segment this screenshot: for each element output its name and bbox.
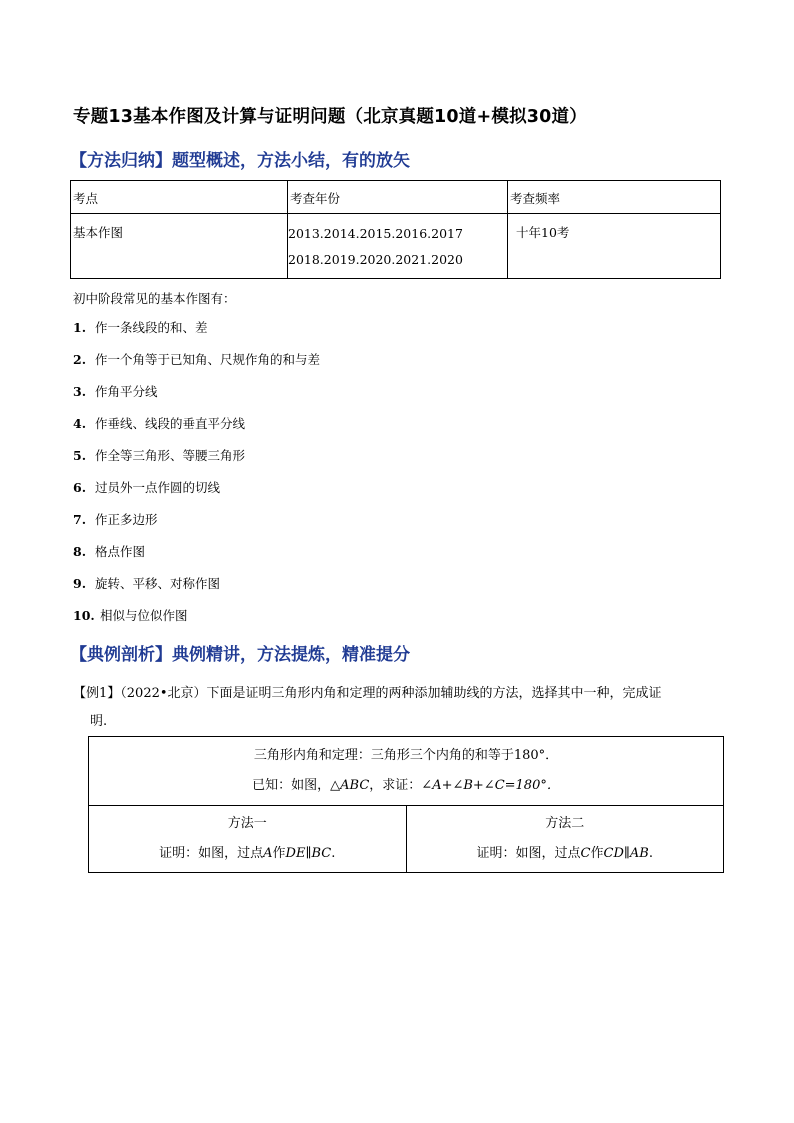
example-heading-text: 典例精讲，方法提炼，精准提分	[172, 645, 410, 665]
list-item: 1. 作一条线段的和、差	[73, 320, 208, 335]
table-header-topic: 考点	[71, 181, 288, 214]
method-two-cell	[406, 806, 724, 873]
method-one-proof: 证明：如图，过点A作DE∥BC.	[159, 846, 336, 861]
example-source: （2022•北京）	[120, 686, 207, 701]
method-one-cell	[89, 806, 407, 873]
page-title: 专题13基本作图及计算与证明问题（北京真题10道+模拟30道）	[73, 107, 587, 127]
table-header-row	[71, 181, 721, 214]
method-heading-text: 题型概述，方法小结，有的放矢	[172, 151, 410, 171]
table-cell-frequency: 十年10考	[508, 214, 721, 279]
proof-theorem-row	[89, 737, 724, 806]
table-header-frequency: 考查频率	[508, 181, 721, 214]
method-two-title: 方法二	[545, 816, 585, 831]
example-label: 【例1】	[73, 686, 121, 701]
construction-list	[73, 316, 320, 636]
years-line-2: 2018.2019.2020.2021.2020	[288, 252, 463, 267]
list-item: 9. 旋转、平移、对称作图	[73, 576, 221, 591]
given-statement: 已知：如图，△ABC，求证：∠A+∠B+∠C=180°．	[252, 778, 560, 793]
method-heading	[70, 146, 750, 171]
table-header-years: 考查年份	[288, 181, 508, 214]
example-heading	[70, 640, 750, 665]
table-cell-topic: 基本作图	[71, 214, 288, 279]
proof-methods-row	[89, 806, 724, 873]
example-heading-bracket: 【典例剖析】	[70, 645, 172, 665]
example-text-line-2: 明.	[90, 714, 108, 729]
list-item: 7. 作正多边形	[73, 512, 158, 527]
proof-theorem-cell	[89, 737, 724, 806]
proof-table	[88, 736, 724, 873]
method-one-title: 方法一	[227, 816, 267, 831]
exam-frequency-table	[70, 180, 721, 279]
list-item: 3. 作角平分线	[73, 384, 158, 399]
example-problem	[73, 680, 733, 736]
list-item: 6. 过员外一点作圆的切线	[73, 480, 221, 495]
list-item: 2. 作一个角等于已知角、尺规作角的和与差	[73, 352, 321, 367]
list-item: 10. 相似与位似作图	[73, 608, 188, 623]
method-two-proof: 证明：如图，过点C作CD∥AB.	[476, 846, 653, 861]
example-text-line-1: 下面是证明三角形内角和定理的两种添加辅助线的方法，选择其中一种，完成证	[206, 686, 662, 701]
list-item: 4. 作垂线、线段的垂直平分线	[73, 416, 246, 431]
table-row	[71, 214, 721, 279]
table-cell-years	[288, 214, 508, 279]
theorem-statement: 三角形内角和定理：三角形三个内角的和等于180°．	[253, 748, 559, 763]
list-item: 5. 作全等三角形、等腰三角形	[73, 448, 246, 463]
intro-text: 初中阶段常见的基本作图有：	[73, 291, 236, 306]
method-heading-bracket: 【方法归纳】	[70, 151, 172, 171]
years-line-1: 2013.2014.2015.2016.2017	[288, 226, 463, 241]
list-item: 8. 格点作图	[73, 544, 146, 559]
